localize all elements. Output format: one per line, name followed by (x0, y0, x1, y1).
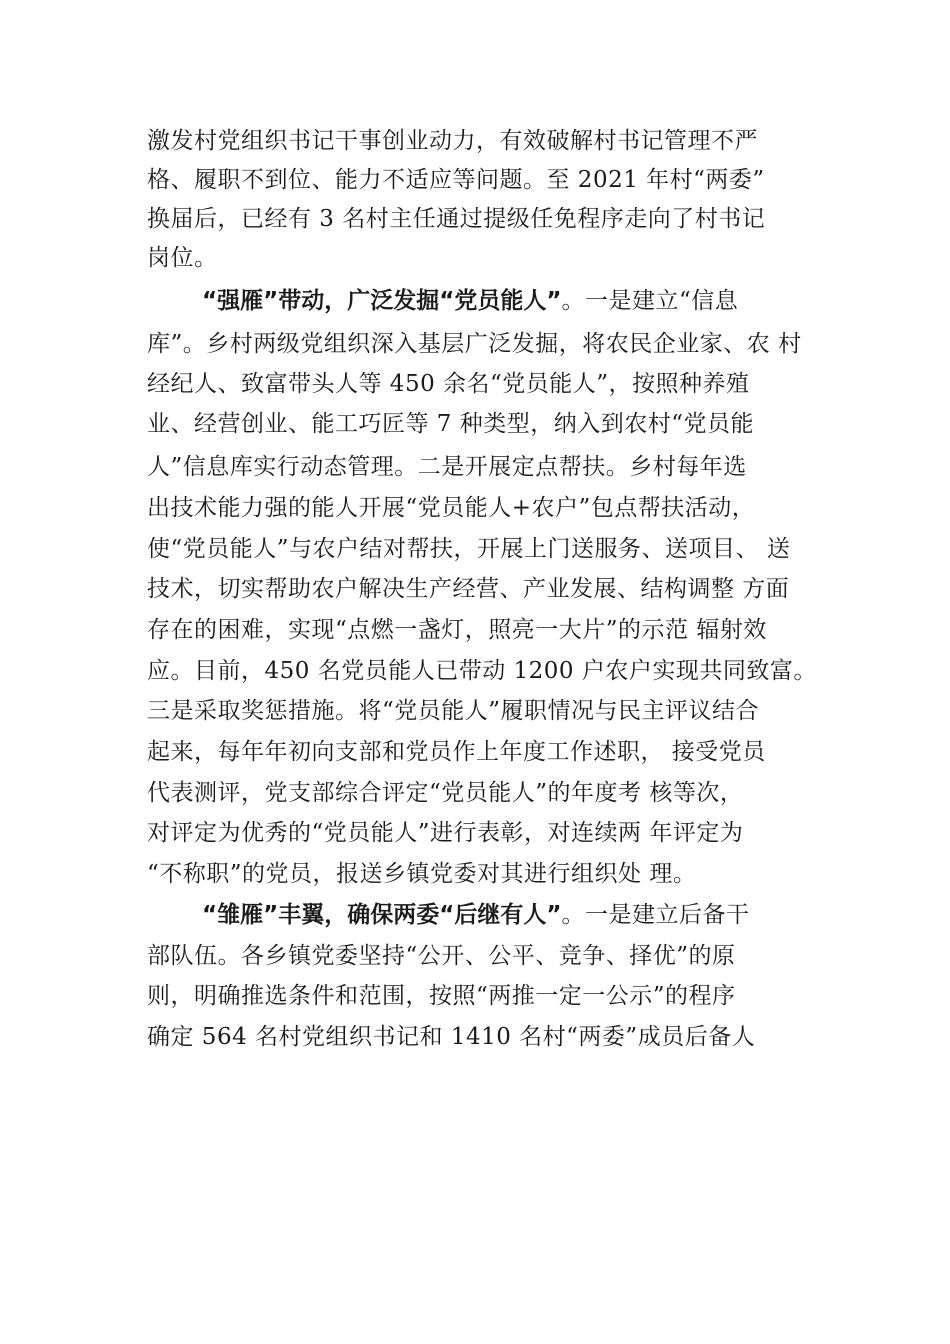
text-line: “不称职”的党员，报送乡镇党委对其进行组织处 理。 (147, 861, 697, 887)
text-line: 部队伍。各乡镇党委坚持“公开、公平、竞争、择优”的原 (147, 943, 736, 969)
text-line: 起来，每年年初向支部和党员作上年度工作述职， 接受党员 (147, 739, 766, 765)
section-heading: “雏雁”丰翼，确保两委“后继有人” (202, 902, 562, 928)
text-line: 对评定为优秀的“党员能人”进行表彰，对连续两 年评定为 (147, 820, 744, 846)
text-line: 应。目前，450 名党员能人已带动 1200 户农户实现共同致富。 (147, 658, 817, 684)
text-line: 则，明确推选条件和范围，按照“两推一定一公示”的程序 (147, 983, 736, 1009)
text-line: 代表测评，党支部综合评定“党员能人”的年度考 核等次， (147, 780, 744, 806)
text-line: 经纪人、致富带头人等 450 余名“党员能人”，按照种养殖 (147, 371, 750, 397)
paragraph-heading-line: “雏雁”丰翼，确保两委“后继有人”。一是建立后备干 (202, 902, 750, 928)
text-line: 人”信息库实行动态管理。二是开展定点帮扶。乡村每年选 (147, 454, 747, 480)
paragraph-heading-line: “强雁”带动，广泛发掘“党员能人”。一是建立“信息 (202, 288, 739, 314)
text-line: 业、经营创业、能工巧匠等 7 种类型，纳入到农村“党员能 (147, 411, 755, 437)
text-line: 确定 564 名村党组织书记和 1410 名村“两委”成员后备人 (147, 1024, 756, 1050)
text-line: 格、履职不到位、能力不适应等问题。至 2021 年村“两委” (147, 167, 765, 193)
text-line: 激发村党组织书记干事创业动力，有效破解村书记管理不严 (147, 128, 758, 154)
text-line: 使“党员能人”与农户结对帮扶，开展上门送服务、送项目、 送 (147, 536, 791, 562)
text-line: 换届后，已经有 3 名村主任通过提级任免程序走向了村书记 (147, 206, 766, 232)
section-heading: “强雁”带动，广泛发掘“党员能人” (202, 288, 562, 314)
text-line: 岗位。 (147, 245, 218, 271)
text-line: 三是采取奖惩措施。将“党员能人”履职情况与民主评议结合 (147, 698, 760, 724)
text-line: 存在的困难，实现“点燃一盏灯，照亮一大片”的示范 辐射效 (147, 617, 767, 643)
text-line: 库”。乡村两级党组织深入基层广泛发掘，将农民企业家、农 村 (147, 331, 802, 357)
text-line: 出技术能力强的能人开展“党员能人+农户”包点帮扶活动， (147, 495, 756, 521)
text-line: 技术，切实帮助农户解决生产经营、产业发展、结构调整 方面 (147, 576, 790, 602)
